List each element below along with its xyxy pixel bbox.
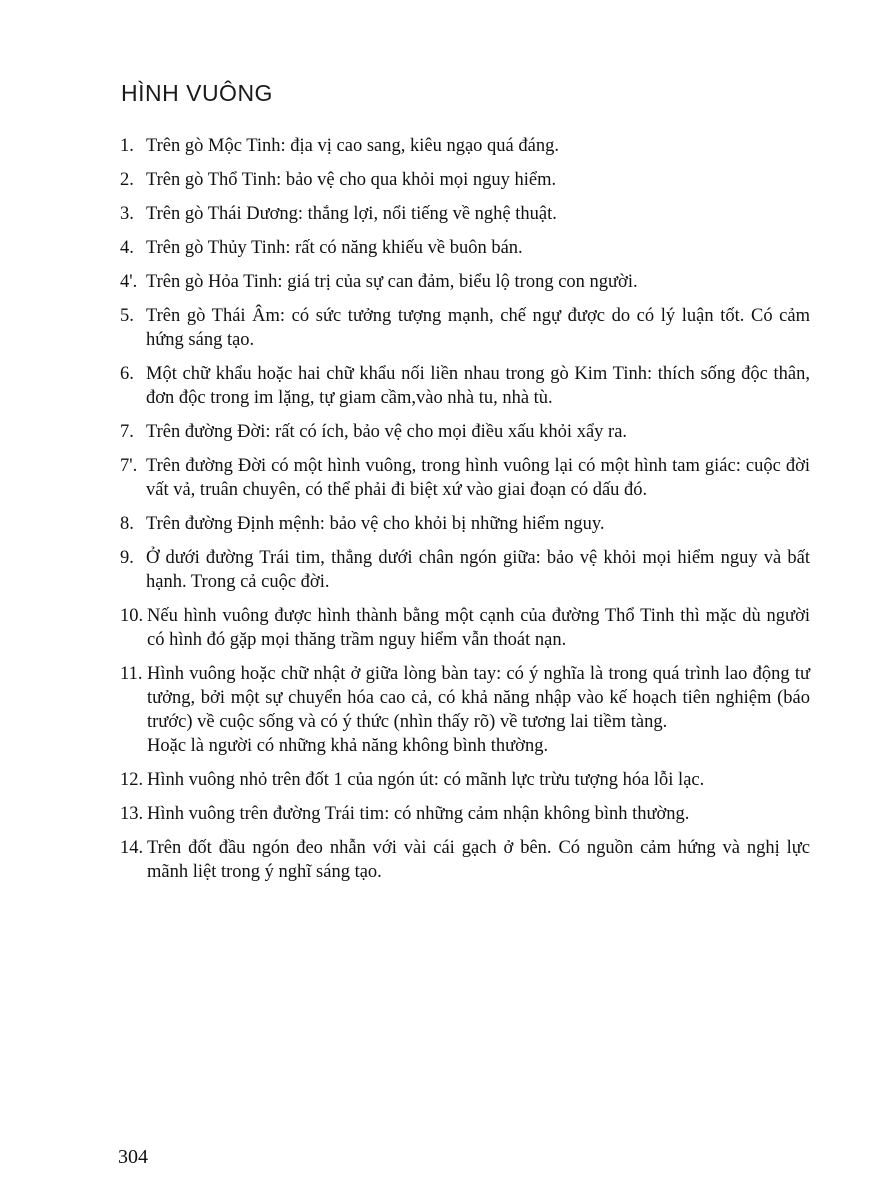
item-number: 4. [120, 238, 134, 258]
item-number: 13. [120, 804, 144, 824]
item-text: Trên gò Thủy Tinh: rất có năng khiếu về buôn bán. [146, 238, 523, 258]
item-number: 7'. [120, 456, 138, 476]
section-heading: HÌNH VUÔNG [121, 80, 273, 106]
list-item [120, 168, 810, 192]
item-text: Trên gò Thái Âm: có sức tưởng tượng mạnh, chế ngự được do có lý luận tốt. Có cảm hứng sáng tạo. [146, 306, 810, 350]
item-number: 14. [120, 838, 144, 858]
list-item [120, 662, 810, 758]
list-item [120, 304, 810, 352]
list-item [120, 546, 810, 594]
item-number: 1. [120, 136, 134, 156]
list-item [120, 768, 810, 792]
item-number: 11. [120, 664, 143, 684]
item-number: 10. [120, 606, 144, 626]
list-item [120, 604, 810, 652]
item-number: 9. [120, 548, 134, 568]
item-text: Một chữ khẩu hoặc hai chữ khẩu nối liền nhau trong gò Kim Tinh: thích sống độc thân, đơn độc trong im lặng, tự giam cầm,vào nhà tu, nhà tù. [146, 364, 810, 408]
item-text: Hình vuông hoặc chữ nhật ở giữa lòng bàn tay: có ý nghĩa là trong quá trình lao động tư tưởng, bởi một sự chuyển hóa cao cả, có khả năng nhập vào kế hoạch tiên nghiệm (báo trước) về cuộc sống và có ý thức (nhìn thấy rõ) về tương lai tiềm tàng. [147, 664, 810, 732]
list-item [120, 836, 810, 884]
list-item [120, 202, 810, 226]
list-item [120, 512, 810, 536]
list-item [120, 270, 810, 294]
item-number: 2. [120, 170, 134, 190]
palmistry-list [120, 134, 810, 894]
list-item [120, 420, 810, 444]
item-text: Trên đốt đầu ngón đeo nhẫn với vài cái gạch ở bên. Có nguồn cảm hứng và nghị lực mãnh liệt trong ý nghĩ sáng tạo. [147, 838, 810, 882]
item-number: 8. [120, 514, 134, 534]
item-number: 7. [120, 422, 134, 442]
item-text: Nếu hình vuông được hình thành bằng một cạnh của đường Thổ Tinh thì mặc dù người có hình đó gặp mọi thăng trầm nguy hiểm vẫn thoát nạn. [147, 606, 810, 650]
item-text: Trên gò Thái Dương: thắng lợi, nổi tiếng về nghệ thuật. [146, 204, 557, 224]
item-text: Hình vuông nhỏ trên đốt 1 của ngón út: có mãnh lực trừu tượng hóa lỗi lạc. [147, 770, 705, 790]
item-text: Ở dưới đường Trái tim, thẳng dưới chân ngón giữa: bảo vệ khỏi mọi hiểm nguy và bất hạnh. Trong cả cuộc đời. [146, 548, 810, 592]
item-text: Trên đường Đời có một hình vuông, trong hình vuông lại có một hình tam giác: cuộc đời vất vả, truân chuyên, có thể phải đi biệt xứ vào giai đoạn có dấu đó. [146, 456, 810, 500]
list-item [120, 454, 810, 502]
item-text: Hình vuông trên đường Trái tim: có những cảm nhận không bình thường. [147, 804, 690, 824]
item-number: 3. [120, 204, 134, 224]
list-item [120, 236, 810, 260]
item-text: Trên gò Mộc Tinh: địa vị cao sang, kiêu ngạo quá đáng. [146, 136, 559, 156]
item-text: Trên gò Thổ Tinh: bảo vệ cho qua khỏi mọi nguy hiểm. [146, 170, 557, 190]
item-text: Trên gò Hỏa Tinh: giá trị của sự can đảm, biểu lộ trong con người. [146, 272, 638, 292]
item-number: 12. [120, 770, 144, 790]
item-text: Trên đường Đời: rất có ích, bảo vệ cho mọi điều xấu khỏi xẩy ra. [146, 422, 628, 442]
list-item [120, 362, 810, 410]
item-text: Trên đường Định mệnh: bảo vệ cho khỏi bị những hiểm nguy. [146, 514, 605, 534]
item-number: 4'. [120, 272, 138, 292]
item-number: 5. [120, 306, 134, 326]
list-item [120, 134, 810, 158]
list-item [120, 802, 810, 826]
item-text-continued: Hoặc là người có những khả năng không bình thường. [147, 736, 549, 756]
item-number: 6. [120, 364, 134, 384]
page-number: 304 [118, 1146, 148, 1168]
